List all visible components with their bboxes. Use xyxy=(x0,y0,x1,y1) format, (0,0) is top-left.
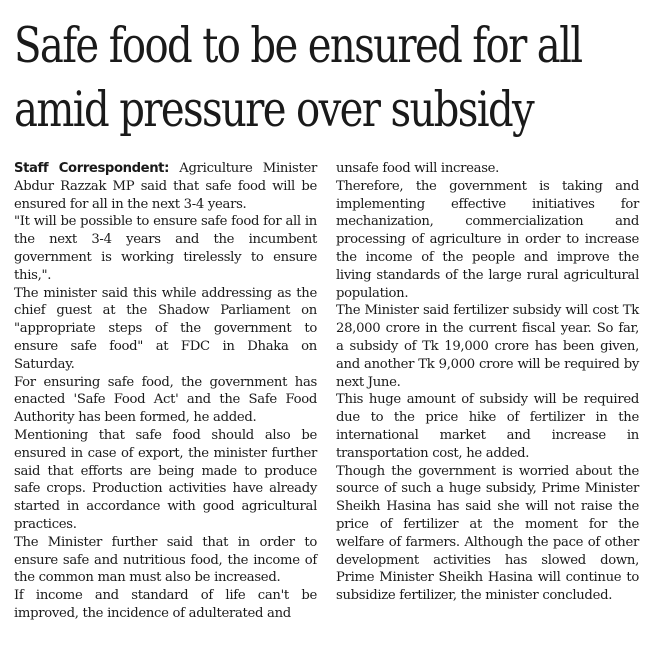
column-right xyxy=(336,160,639,605)
paragraph: If income and standard of life can't be improved, the incidence of adulterated and xyxy=(14,588,317,621)
paragraph: For ensuring safe food, the government has enacted 'Safe Food Act' and the Safe Food Authority has been formed, he added. xyxy=(14,374,317,426)
headline-line-2: amid pressure over subsidy xyxy=(14,81,534,138)
column-left xyxy=(14,160,317,623)
paragraph: Therefore, the government is taking and implementing effective initiatives for mechanization, commercialization and processing of agriculture in order to increase the income of the people and improve the living standards of the large rural agricultural population. xyxy=(336,178,639,301)
headline-line-1: Safe food to be ensured for all xyxy=(14,17,582,74)
paragraph: The Minister further said that in order to ensure safe and nutritious food, the income of the common man must also be increased. xyxy=(14,534,317,586)
article-body xyxy=(14,160,650,650)
paragraph: Mentioning that safe food should also be ensured in case of export, the minister further said that efforts are being made to produce safe crops. Production activities have already started in accordance with good agricultural practices. xyxy=(14,427,317,532)
paragraph xyxy=(14,160,317,213)
headline xyxy=(14,14,582,142)
paragraph: unsafe food will increase. xyxy=(336,161,500,176)
byline: Staff Correspondent: xyxy=(14,161,169,176)
paragraph: The Minister said fertilizer subsidy will cost Tk 28,000 crore in the current fiscal year. So far, a subsidy of Tk 19,000 crore has been given, and another Tk 9,000 crore will be required by next June. xyxy=(336,303,639,390)
paragraph: This huge amount of subsidy will be required due to the price hike of fertilizer in the international market and increase in transportation cost, he added. xyxy=(336,392,639,461)
paragraph: "It will be possible to ensure safe food for all in the next 3-4 years and the incumbent government is working tirelessly to ensure this,". xyxy=(14,214,317,283)
paragraph: The minister said this while addressing as the chief guest at the Shadow Parliament on "appropriate steps of the government to ensure safe food" at FDC in Dhaka on Saturday. xyxy=(14,285,317,372)
paragraph-text: Agriculture Minister Abdur Razzak MP said that safe food will be ensured for all in the next 3-4 years. xyxy=(14,161,317,212)
paragraph: Though the government is worried about the source of such a huge subsidy, Prime Minister Sheikh Hasina has said she will not raise the price of fertilizer at the moment for the welfare of farmers. Although the pace of other development activities has slowed down, Prime Minister Sheikh Hasina will continue to subsidize fertilizer, the minister concluded. xyxy=(336,463,639,604)
